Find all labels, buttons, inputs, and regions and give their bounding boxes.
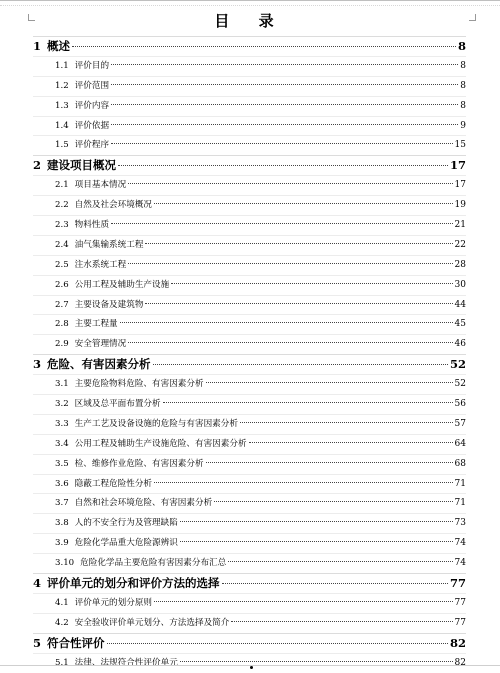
toc-dot-leader bbox=[180, 541, 453, 542]
toc-section-entry[interactable] bbox=[33, 56, 466, 76]
toc-entry-title: 评价内容 bbox=[74, 100, 110, 111]
toc-dot-leader bbox=[111, 124, 458, 125]
toc-entry-page-number: 19 bbox=[454, 200, 466, 211]
toc-entry-number: 2.8 bbox=[55, 319, 69, 330]
toc-entry-page-number: 77 bbox=[454, 617, 466, 628]
toc-entry-title: 隐蔽工程危险性分析 bbox=[74, 478, 153, 489]
toc-entry-number: 4 bbox=[33, 576, 42, 591]
toc-entry-number: 3.4 bbox=[55, 438, 69, 449]
toc-entry-title: 主要工程量 bbox=[74, 319, 118, 330]
toc-dot-leader bbox=[154, 482, 453, 483]
toc-entry-page-number: 30 bbox=[454, 279, 466, 290]
toc-entry-number: 1.1 bbox=[55, 60, 69, 71]
toc-section-entry[interactable] bbox=[33, 394, 466, 414]
toc-dot-leader bbox=[163, 402, 453, 403]
toc-section-entry[interactable] bbox=[33, 593, 466, 613]
toc-dot-leader bbox=[111, 223, 452, 224]
toc-entry-title: 公用工程及辅助生产设施危险、有害因素分析 bbox=[74, 438, 247, 449]
toc-dot-leader bbox=[72, 46, 456, 47]
toc-entry-number: 3.2 bbox=[55, 399, 69, 410]
toc-section-entry[interactable] bbox=[33, 175, 466, 195]
toc-entry-title: 区域及总平面布置分析 bbox=[74, 399, 161, 410]
toc-entry-number: 1.3 bbox=[55, 100, 69, 111]
toc-entry-page-number: 17 bbox=[449, 158, 466, 173]
toc-entry-number: 3.9 bbox=[55, 538, 69, 549]
toc-section-entry[interactable] bbox=[33, 135, 466, 155]
toc-entry-page-number: 77 bbox=[449, 576, 466, 591]
toc-entry-page-number: 77 bbox=[454, 597, 466, 608]
toc-entry-title: 建设项目概况 bbox=[47, 158, 117, 173]
toc-dot-leader bbox=[154, 203, 453, 204]
toc-entry-title: 公用工程及辅助生产设施 bbox=[74, 279, 170, 290]
toc-chapter-entry[interactable] bbox=[33, 633, 466, 653]
toc-dot-leader bbox=[206, 462, 453, 463]
toc-dot-leader bbox=[228, 561, 452, 562]
toc-entry-number: 4.1 bbox=[55, 597, 69, 608]
toc-entry-page-number: 15 bbox=[454, 140, 466, 151]
toc-section-entry[interactable] bbox=[33, 76, 466, 96]
toc-entry-page-number: 8 bbox=[457, 39, 466, 53]
toc-dot-leader bbox=[107, 643, 448, 644]
toc-entry-page-number: 8 bbox=[460, 80, 466, 91]
toc-dot-leader bbox=[231, 621, 452, 622]
toc-entry-page-number: 74 bbox=[454, 538, 466, 549]
toc-dot-leader bbox=[249, 442, 453, 443]
toc-entry-title: 概述 bbox=[47, 39, 71, 53]
toc-entry-page-number: 9 bbox=[460, 120, 466, 131]
toc-entry-page-number: 52 bbox=[449, 357, 466, 372]
toc-dot-leader bbox=[145, 243, 452, 244]
toc-chapter-entry[interactable] bbox=[33, 155, 466, 175]
toc-entry-title: 安全验收评价单元划分、方法选择及简介 bbox=[74, 617, 230, 628]
toc-dot-leader bbox=[128, 263, 452, 264]
toc-section-entry[interactable] bbox=[33, 334, 466, 354]
toc-section-entry[interactable] bbox=[33, 474, 466, 494]
toc-section-entry[interactable] bbox=[33, 255, 466, 275]
toc-entry-title: 物料性质 bbox=[74, 220, 110, 231]
toc-section-entry[interactable] bbox=[33, 454, 466, 474]
toc-dot-leader bbox=[128, 183, 452, 184]
toc-dot-leader bbox=[111, 84, 458, 85]
toc-entry-page-number: 44 bbox=[454, 299, 466, 310]
page-title: 目 录 bbox=[214, 12, 286, 30]
toc-entry-page-number: 82 bbox=[449, 635, 466, 650]
toc-dot-leader bbox=[145, 303, 452, 304]
toc-section-entry[interactable] bbox=[33, 295, 466, 315]
toc-entry-page-number: 56 bbox=[454, 399, 466, 410]
toc-entry-number: 3.5 bbox=[55, 458, 69, 469]
toc-section-entry[interactable] bbox=[33, 613, 466, 633]
toc-dot-leader bbox=[153, 364, 448, 365]
toc-entry-title: 评价范围 bbox=[74, 80, 110, 91]
toc-dot-leader bbox=[118, 165, 448, 166]
toc-entry-title: 危险、有害因素分析 bbox=[47, 357, 151, 372]
toc-section-entry[interactable] bbox=[33, 314, 466, 334]
toc-entry-number: 1.2 bbox=[55, 80, 69, 91]
page-top-border bbox=[0, 0, 500, 6]
toc-section-entry[interactable] bbox=[33, 235, 466, 255]
toc-entry-title: 自然和社会环境危险、有害因素分析 bbox=[74, 498, 213, 509]
toc-dot-leader bbox=[154, 601, 453, 602]
toc-entry-title: 生产工艺及设备设施的危险与有害因素分析 bbox=[74, 418, 238, 429]
toc-entry-page-number: 71 bbox=[454, 478, 466, 489]
toc-entry-number: 1.4 bbox=[55, 120, 69, 131]
toc-entry-title: 评价目的 bbox=[74, 60, 110, 71]
toc-entry-page-number: 17 bbox=[454, 180, 466, 191]
toc-entry-number: 2.9 bbox=[55, 339, 69, 350]
toc-entry-page-number: 28 bbox=[454, 259, 466, 270]
toc-chapter-entry[interactable] bbox=[33, 354, 466, 374]
toc-entry-title: 油气集输系统工程 bbox=[74, 239, 144, 250]
toc-entry-title: 安全管理情况 bbox=[74, 339, 127, 350]
toc-entry-page-number: 64 bbox=[454, 438, 466, 449]
toc-entry-page-number: 71 bbox=[454, 498, 466, 509]
toc-entry-page-number: 45 bbox=[454, 319, 466, 330]
toc-entry-number: 1 bbox=[33, 39, 42, 53]
toc-entry-number: 3 bbox=[33, 357, 42, 372]
toc-entry-number: 3.7 bbox=[55, 498, 69, 509]
toc-dot-leader bbox=[128, 342, 452, 343]
toc-entry-number: 2.7 bbox=[55, 299, 69, 310]
toc-entry-page-number: 21 bbox=[454, 220, 466, 231]
toc-entry-page-number: 52 bbox=[454, 379, 466, 390]
toc-dot-leader bbox=[214, 501, 452, 502]
toc-entry-title: 危险化学品主要危险有害因素分布汇总 bbox=[80, 558, 227, 569]
toc-section-entry[interactable] bbox=[33, 553, 466, 573]
toc-dot-leader bbox=[111, 104, 458, 105]
toc-entry-title: 符合性评价 bbox=[47, 635, 105, 650]
toc-entry-number: 2.5 bbox=[55, 259, 69, 270]
toc-entry-title: 评价程序 bbox=[74, 140, 110, 151]
toc-dot-leader bbox=[222, 583, 448, 584]
toc-entry-page-number: 57 bbox=[454, 418, 466, 429]
toc-entry-title: 评价依据 bbox=[74, 120, 110, 131]
toc-section-entry[interactable] bbox=[33, 215, 466, 235]
toc-entry-number: 3.10 bbox=[55, 558, 75, 569]
toc-entry-number: 3.6 bbox=[55, 478, 69, 489]
toc-chapter-entry[interactable] bbox=[33, 573, 466, 593]
toc-entry-page-number: 8 bbox=[460, 100, 466, 111]
toc-dot-leader bbox=[240, 422, 453, 423]
toc-section-entry[interactable] bbox=[33, 116, 466, 136]
toc-dot-leader bbox=[206, 382, 453, 383]
toc-section-entry[interactable] bbox=[33, 275, 466, 295]
toc-section-entry[interactable] bbox=[33, 653, 466, 673]
toc-entry-title: 注水系统工程 bbox=[74, 259, 127, 270]
toc-entry-page-number: 68 bbox=[454, 458, 466, 469]
toc-dot-leader bbox=[111, 143, 452, 144]
toc-entry-number: 2 bbox=[33, 158, 42, 173]
toc-entry-title: 人的不安全行为及管理缺陷 bbox=[74, 518, 178, 529]
toc-dot-leader bbox=[120, 322, 453, 323]
toc-entry-page-number: 82 bbox=[454, 657, 466, 668]
toc-entry-number: 3.3 bbox=[55, 418, 69, 429]
toc-entry-number: 2.2 bbox=[55, 200, 69, 211]
toc-entry-number: 5.1 bbox=[55, 657, 69, 668]
toc-entry-number: 5 bbox=[33, 635, 42, 650]
toc-entry-page-number: 22 bbox=[454, 239, 466, 250]
toc-entry-page-number: 8 bbox=[460, 60, 466, 71]
table-of-contents bbox=[33, 36, 466, 673]
toc-entry-title: 主要危险物料危险、有害因素分析 bbox=[74, 379, 204, 390]
toc-entry-page-number: 73 bbox=[454, 518, 466, 529]
toc-section-entry[interactable] bbox=[33, 374, 466, 394]
toc-entry-title: 评价单元的划分原则 bbox=[74, 597, 153, 608]
toc-entry-number: 3.8 bbox=[55, 518, 69, 529]
toc-entry-title: 危险化学品重大危险源辨识 bbox=[74, 538, 178, 549]
toc-section-entry[interactable] bbox=[33, 195, 466, 215]
toc-entry-title: 自然及社会环境概况 bbox=[74, 200, 153, 211]
toc-entry-page-number: 74 bbox=[454, 558, 466, 569]
toc-dot-leader bbox=[180, 521, 453, 522]
toc-entry-number: 2.6 bbox=[55, 279, 69, 290]
toc-section-entry[interactable] bbox=[33, 96, 466, 116]
toc-entry-title: 评价单元的划分和评价方法的选择 bbox=[47, 576, 220, 591]
toc-section-entry[interactable] bbox=[33, 513, 466, 533]
toc-entry-number: 2.1 bbox=[55, 180, 69, 191]
toc-section-entry[interactable] bbox=[33, 533, 466, 553]
toc-dot-leader bbox=[111, 64, 458, 65]
toc-entry-number: 2.3 bbox=[55, 220, 69, 231]
toc-chapter-entry[interactable] bbox=[33, 36, 466, 56]
toc-entry-title: 主要设备及建筑物 bbox=[74, 299, 144, 310]
toc-entry-title: 法律、法规符合性评价单元 bbox=[74, 657, 178, 668]
toc-dot-leader bbox=[180, 661, 453, 662]
toc-entry-number: 3.1 bbox=[55, 379, 69, 390]
toc-entry-page-number: 46 bbox=[454, 339, 466, 350]
toc-entry-number: 4.2 bbox=[55, 617, 69, 628]
toc-dot-leader bbox=[171, 283, 452, 284]
toc-entry-number: 1.5 bbox=[55, 140, 69, 151]
toc-entry-number: 2.4 bbox=[55, 239, 69, 250]
toc-entry-title: 项目基本情况 bbox=[74, 180, 127, 191]
toc-section-entry[interactable] bbox=[33, 434, 466, 454]
toc-section-entry[interactable] bbox=[33, 414, 466, 434]
toc-section-entry[interactable] bbox=[33, 493, 466, 513]
toc-entry-title: 检、维修作业危险、有害因素分析 bbox=[74, 458, 204, 469]
